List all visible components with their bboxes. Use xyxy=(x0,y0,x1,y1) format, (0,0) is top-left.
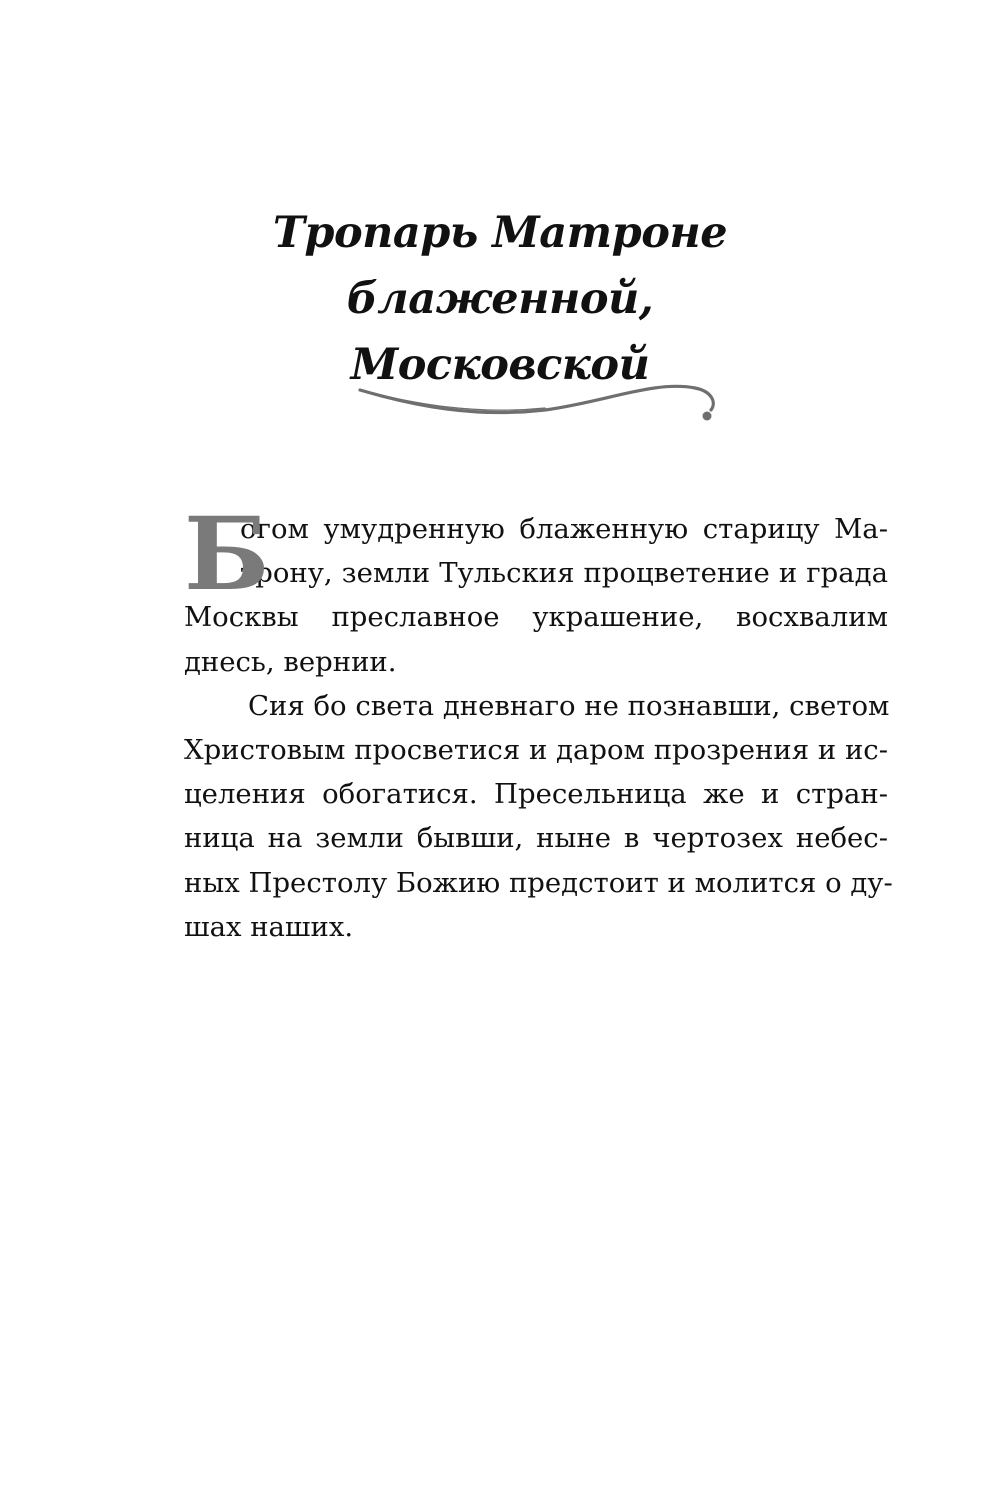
page-title xyxy=(120,200,880,398)
paragraph1-line-2: трону, земли Тульския процветение и града xyxy=(240,557,888,590)
paragraph1-line-1: огом умудренную блаженную старицу Ма- xyxy=(240,513,888,545)
paragraph1-line-4: днесь, вернии. xyxy=(184,645,397,678)
paragraph2-line-2: Христовым просветися и даром прозрения и ис- xyxy=(184,733,888,766)
title-line-2: Московской xyxy=(350,340,650,390)
paragraph1-line-3: Москвы преславное украшение, восхвалим xyxy=(184,601,888,634)
drop-cap: Б xyxy=(184,495,270,613)
prayer-text xyxy=(184,495,893,949)
paragraph2-line-4: ница на земли бывши, ныне в чертозех небес- xyxy=(184,822,888,855)
title-line-1: Тропарь Матроне блаженной, xyxy=(272,208,728,324)
paragraph2-line-3: целения обогатися. Пресельница же и стран- xyxy=(184,778,888,811)
paragraph2-line-5: ных Престолу Божию предстоит и молится о ду- xyxy=(184,866,893,899)
paragraph2-line-1: Сия бо света дневнаго не познавши, светом xyxy=(248,689,890,722)
paragraph2-line-6: шах наших. xyxy=(184,910,354,943)
swirl-divider-icon xyxy=(355,372,725,432)
